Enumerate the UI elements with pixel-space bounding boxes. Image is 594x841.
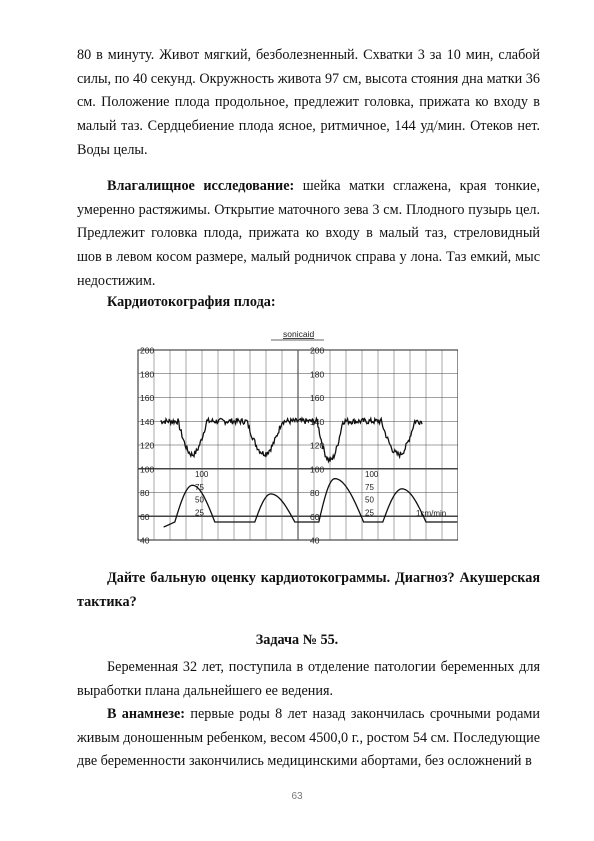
ctg-fhr-trace [160, 418, 422, 461]
ctg-fhr-tick-right: 60 [310, 511, 320, 522]
paragraph-vaginal-exam [77, 175, 540, 294]
ctg-fhr-tick-right: 200 [310, 345, 325, 356]
vaginal-exam-text: шейка матки сглажена, края тонкие, умеренно растяжимы. Открытие маточного зева 3 см. Плодного пузырь цел. Предлежит головка плода, прижата ко входу в малый таз, стреловидный шов в левом косом размере, малый родничок справа у лона. Таз емкий, мыс недостижим. [77, 178, 540, 289]
ctg-toco-tick-left: 100 [195, 470, 209, 479]
ctg-speed-label: 1cm/min [416, 509, 447, 518]
ctg-toco-tick-right: 100 [365, 470, 379, 479]
ctg-toco-tick-right: 25 [365, 508, 374, 518]
paragraph-anamnesis [77, 703, 540, 774]
ctg-fhr-tick-right: 120 [310, 440, 325, 451]
ctg-fhr-tick-left: 160 [140, 393, 155, 403]
ctg-brand-label: sonicaid [283, 329, 315, 339]
ctg-fhr-tick-left: 60 [140, 511, 150, 522]
ctg-heading: Кардиотокография плода: [107, 294, 276, 310]
ctg-fhr-tick-right: 100 [310, 464, 325, 475]
ctg-fhr-tick-left: 120 [140, 440, 155, 451]
ctg-toco-tick-left: 25 [195, 508, 204, 518]
ctg-fhr-tick-left: 40 [140, 535, 150, 544]
ctg-fhr-tick-left: 80 [140, 488, 150, 498]
ctg-fhr-tick-left: 100 [140, 464, 155, 475]
anamnesis-label: В анамнезе: [107, 706, 186, 722]
paragraph-status: 80 в минуту. Живот мягкий, безболезненный. Схватки 3 за 10 мин, слабой силы, по 40 секунд. Окружность живота 97 см, высота стояния дна матки 36 см. Положение плода продольное, предлежит головка, прижата ко входу в малый таз. Сердцебиение плода ясное, ритмичное, 144 уд/мин. Отеков нет. Воды целы. [77, 47, 540, 158]
ctg-toco-tick-left: 50 [195, 495, 204, 505]
ctg-fhr-tick-right: 160 [310, 393, 325, 403]
ctg-toco-tick-right: 50 [365, 495, 374, 505]
ctg-fhr-tick-right: 180 [310, 369, 325, 380]
ctg-fhr-tick-right: 80 [310, 488, 320, 498]
vaginal-exam-label: Влагалищное исследование: [107, 178, 295, 194]
ctg-fhr-tick-right: 140 [310, 416, 325, 427]
ctg-question: Дайте бальную оценку кардиотокограммы. Диагноз? Акушерская тактика? [77, 570, 540, 610]
ctg-toco-tick-right: 75 [365, 482, 374, 492]
ctg-fhr-tick-left: 140 [140, 416, 155, 427]
ctg-fhr-tick-left: 200 [140, 345, 155, 356]
ctg-chart [128, 326, 458, 544]
anamnesis-text: первые роды 8 лет назад закончилась срочными родами живым доношенным ребенком, весом 4500,0 г., ростом 54 см. Последующие две беременности закончились медицинскими абортами, без осложнений в [77, 706, 541, 770]
ctg-fhr-tick-left: 180 [140, 369, 155, 380]
page-number: 63 [291, 791, 303, 802]
ctg-fhr-tick-right: 40 [310, 535, 320, 544]
task-title: Задача № 55. [255, 632, 339, 648]
paragraph-admission: Беременная 32 лет, поступила в отделение патологии беременных для выработки плана дальнейшего ее ведения. [77, 659, 540, 699]
ctg-toco-tick-left: 75 [195, 482, 204, 492]
